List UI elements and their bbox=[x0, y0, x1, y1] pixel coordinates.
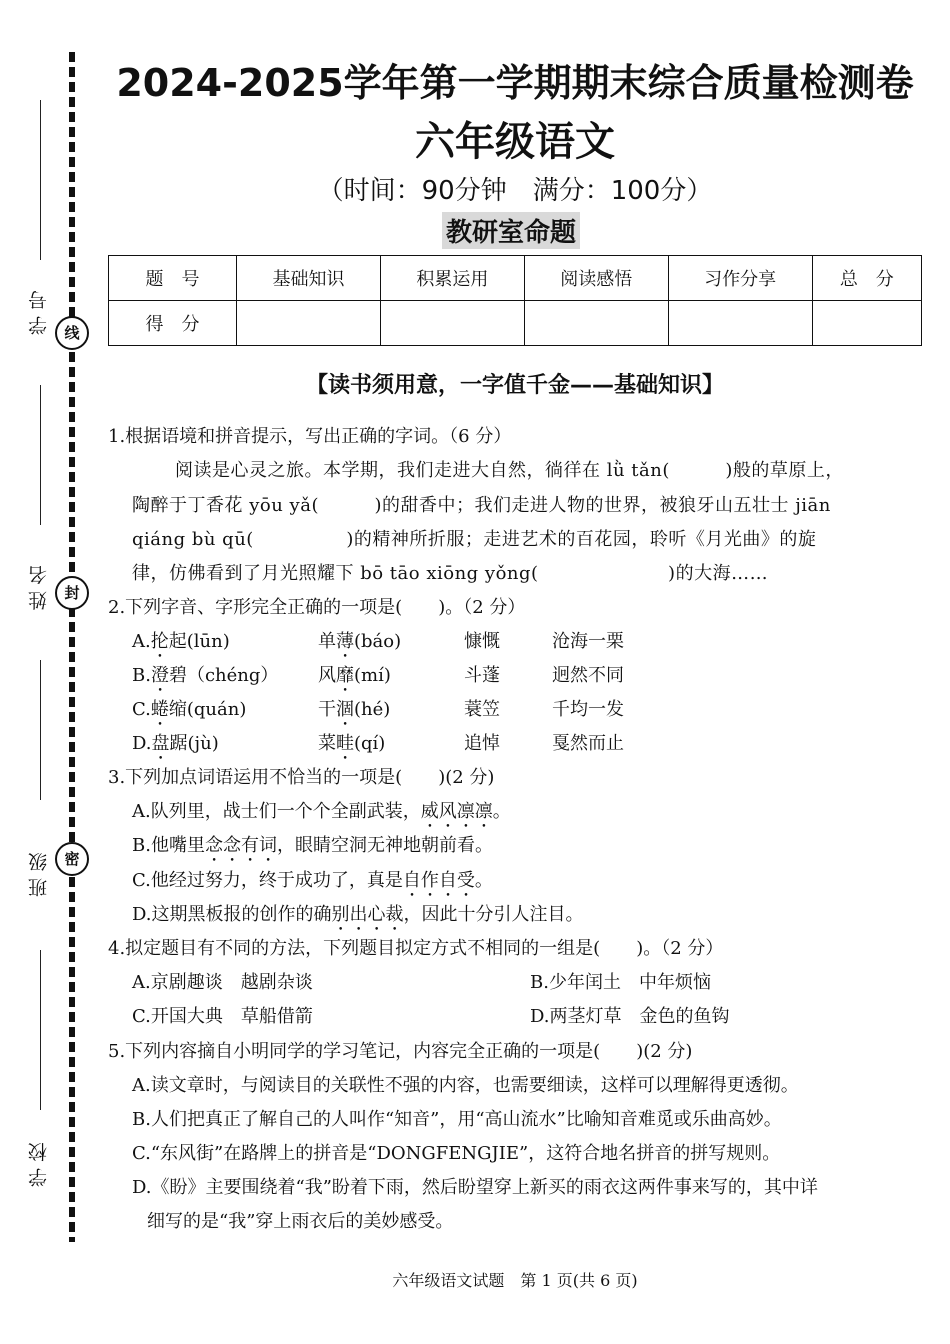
exam-subtitle: 六年级语文 bbox=[415, 119, 615, 165]
option-word: 追悼 bbox=[464, 733, 500, 754]
score-cell[interactable] bbox=[237, 301, 381, 346]
option-word: 慷慨 bbox=[464, 631, 500, 652]
dotted-char: 澄 bbox=[150, 665, 169, 686]
q3-option-b bbox=[132, 831, 493, 866]
exam-time-score: （时间：90分钟 满分：100分） bbox=[317, 176, 713, 206]
dotted-char: 蜷 bbox=[150, 699, 169, 720]
option-word bbox=[318, 729, 385, 764]
school-label: 学 校 bbox=[28, 1142, 50, 1188]
student-id-line bbox=[40, 100, 41, 260]
option-word bbox=[318, 695, 390, 730]
option-letter: A. bbox=[132, 631, 151, 652]
page-footer: 六年级语文试题 第 1 页(共 6 页) bbox=[392, 1271, 638, 1290]
dotted-phrase: 别出心裁 bbox=[331, 904, 404, 925]
option-text: C.他经过努力，终于成功了，真是 bbox=[132, 870, 403, 891]
score-cell[interactable] bbox=[380, 301, 524, 346]
dotted-char: 畦 bbox=[336, 733, 354, 754]
dotted-char: 靡 bbox=[336, 665, 354, 686]
score-table-header-cell: 积累运用 bbox=[380, 256, 524, 301]
option-text: 踞(jù) bbox=[169, 733, 219, 754]
dotted-char: 盘 bbox=[151, 733, 170, 754]
option-text: ，因此十分引人注目。 bbox=[403, 904, 584, 925]
option-text: (hé) bbox=[354, 699, 391, 720]
q1-line: 陶醉于丁香花 yōu yǎ( )的甜香中；我们走进人物的世界，被狼牙山五壮士 jiān bbox=[132, 495, 831, 516]
name-label: 姓 名 bbox=[28, 565, 50, 611]
q4-option-a: A.京剧趣谈 越剧杂谈 bbox=[132, 972, 313, 993]
option-text: ，眼睛空洞无神地朝前看。 bbox=[276, 835, 493, 856]
option-text: (báo) bbox=[354, 631, 402, 652]
option-letter: D. bbox=[132, 733, 152, 754]
class-line bbox=[40, 660, 41, 800]
score-table bbox=[108, 255, 922, 346]
option-word: 戛然而止 bbox=[552, 733, 624, 754]
binding-margin bbox=[0, 0, 100, 1344]
q1-stem: 1.根据语境和拼音提示，写出正确的字词。（6 分） bbox=[108, 426, 512, 447]
score-cell[interactable] bbox=[812, 301, 921, 346]
seal-secret: 密 bbox=[55, 842, 89, 876]
score-table-score-row bbox=[109, 301, 922, 346]
option-text: 。 bbox=[474, 870, 493, 891]
q3-stem: 3.下列加点词语运用不恰当的一项是( )(2 分) bbox=[108, 767, 495, 788]
option-text: D.这期黑板报的创作的确 bbox=[132, 904, 332, 925]
q1-line: 律，仿佛看到了月光照耀下 bō tāo xiōng yǒng( )的大海…… bbox=[132, 563, 769, 584]
q5-option-c: C.“东风街”在路牌上的拼音是“DONGFENGJIE”，这符合地名拼音的拼写规则。 bbox=[132, 1143, 781, 1164]
score-table-header-cell: 总 分 bbox=[812, 256, 921, 301]
dotted-char: 涸 bbox=[336, 699, 354, 720]
option-text: 缩(quán) bbox=[168, 699, 247, 720]
q3-option-d bbox=[132, 900, 584, 935]
q1-line: qiáng bù qū( )的精神所折服；走进艺术的百花园，聆听《月光曲》的旋 bbox=[132, 529, 817, 550]
q2-option-b bbox=[132, 661, 624, 696]
score-row-label: 得 分 bbox=[109, 301, 237, 346]
q1-line: 阅读是心灵之旅。本学期，我们走进大自然，徜徉在 lǜ tǎn( )般的草原上， bbox=[175, 460, 844, 481]
option-text: 起(lūn) bbox=[168, 631, 230, 652]
dotted-phrase: 自作自受 bbox=[402, 870, 475, 891]
dotted-char: 抡 bbox=[150, 631, 169, 652]
section-heading: 【读书须用意，一字值千金——基础知识】 bbox=[305, 373, 724, 398]
exam-title: 2024-2025学年第一学期期末综合质量检测卷 bbox=[116, 61, 914, 105]
student-id-label: 学 号 bbox=[28, 290, 50, 336]
q5-option-d-continued: 细写的是“我”穿上雨衣后的美妙感受。 bbox=[147, 1211, 454, 1232]
dotted-char: 薄 bbox=[336, 631, 354, 652]
option-text: 单 bbox=[318, 631, 336, 652]
option-text: B.他嘴里 bbox=[132, 835, 205, 856]
q4-option-b: B.少年闰土 中年烦恼 bbox=[530, 972, 711, 993]
seal-seal: 封 bbox=[55, 576, 89, 610]
q5-option-a: A.读文章时，与阅读目的关联性不强的内容，也需要细读，这样可以理解得更透彻。 bbox=[132, 1075, 799, 1096]
option-word: 斗蓬 bbox=[464, 665, 500, 686]
option-text: 干 bbox=[318, 699, 336, 720]
q2-option-a bbox=[132, 627, 624, 662]
option-text: 。 bbox=[492, 801, 511, 822]
option-word: 蓑笠 bbox=[464, 699, 500, 720]
dotted-phrase: 念念有词 bbox=[204, 835, 277, 856]
q5-option-d: D.《盼》主要围绕着“我”盼着下雨，然后盼望穿上新买的雨衣这两件事来写的，其中详 bbox=[132, 1177, 818, 1198]
score-cell[interactable] bbox=[668, 301, 812, 346]
q2-stem: 2.下列字音、字形完全正确的一项是( )。（2 分） bbox=[108, 597, 526, 618]
q3-option-c bbox=[132, 866, 493, 901]
score-cell[interactable] bbox=[524, 301, 668, 346]
class-label: 班 级 bbox=[28, 852, 50, 898]
score-table-header-cell: 习作分享 bbox=[668, 256, 812, 301]
q2-option-c bbox=[132, 695, 624, 730]
score-table-header-cell: 阅读感悟 bbox=[524, 256, 668, 301]
option-text: (qí) bbox=[354, 733, 386, 754]
option-word: 千均一发 bbox=[552, 699, 624, 720]
score-table-header-cell: 题 号 bbox=[109, 256, 237, 301]
binding-dashed-line bbox=[69, 52, 75, 1242]
option-word bbox=[318, 661, 391, 696]
option-word: 迥然不同 bbox=[552, 665, 624, 686]
q4-option-c: C.开国大典 草船借箭 bbox=[132, 1006, 313, 1027]
q2-option-d bbox=[132, 729, 624, 764]
seal-line: 线 bbox=[55, 316, 89, 350]
option-word bbox=[318, 627, 401, 662]
dotted-phrase: 威风凛凛 bbox=[420, 801, 493, 822]
school-line bbox=[40, 950, 41, 1110]
q5-option-b: B.人们把真正了解自己的人叫作“知音”，用“高山流水”比喻知音难觅或乐曲高妙。 bbox=[132, 1109, 782, 1130]
q4-stem: 4.拟定题目有不同的方法，下列题目拟定方式不相同的一组是( )。（2 分） bbox=[108, 938, 724, 959]
option-text: 碧（chéng） bbox=[168, 665, 279, 686]
option-text: (mí) bbox=[354, 665, 391, 686]
score-table-header-row bbox=[109, 256, 922, 301]
score-table-header-cell: 基础知识 bbox=[237, 256, 381, 301]
q5-stem: 5.下列内容摘自小明同学的学习笔记，内容完全正确的一项是( )(2 分) bbox=[108, 1041, 693, 1062]
option-text: A.队列里，战士们一个个全副武装， bbox=[132, 801, 421, 822]
option-text: 风 bbox=[318, 665, 336, 686]
option-letter: B. bbox=[132, 665, 151, 686]
option-letter: C. bbox=[132, 699, 151, 720]
name-line bbox=[40, 385, 41, 525]
q4-option-d: D.两茎灯草 金色的鱼钩 bbox=[530, 1006, 730, 1027]
exam-author: 教研室命题 bbox=[442, 212, 580, 249]
option-text: 菜 bbox=[318, 733, 336, 754]
q3-option-a bbox=[132, 797, 511, 832]
option-word: 沧海一栗 bbox=[552, 631, 624, 652]
